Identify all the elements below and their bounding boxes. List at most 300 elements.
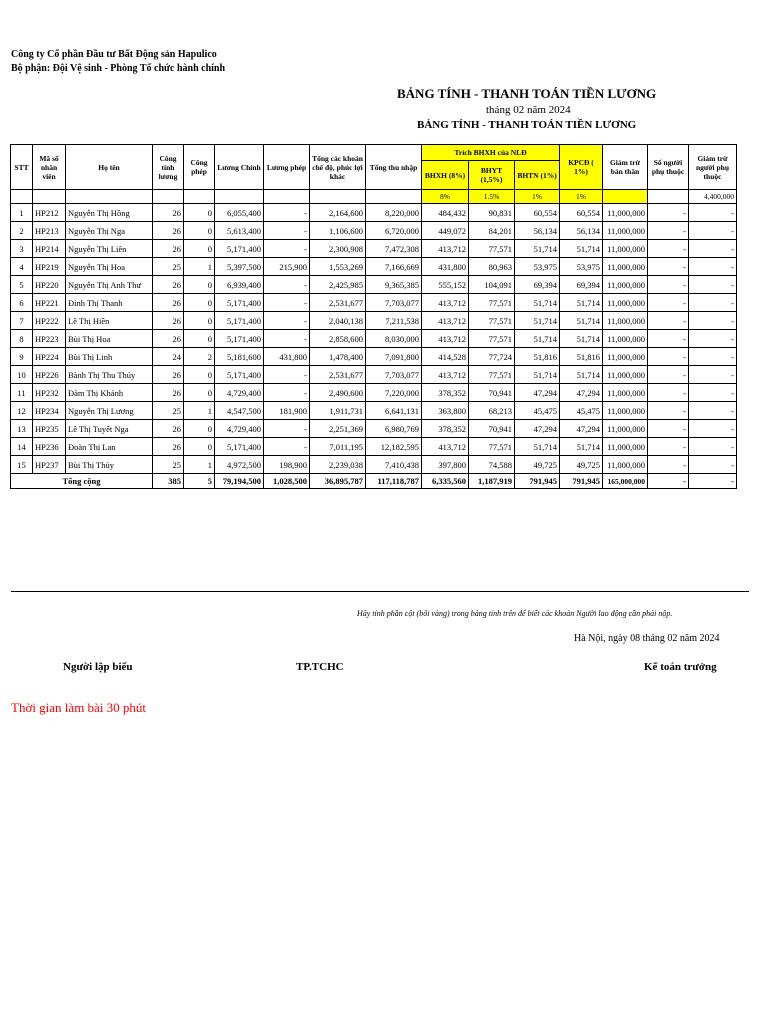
table-row xyxy=(11,258,737,276)
cell-workdays: 26 xyxy=(153,222,184,240)
cell-self-deduction: 11,000,000 xyxy=(603,330,648,348)
cell-total-income: 6,980,769 xyxy=(366,420,422,438)
cell-dependent-deduction: - xyxy=(689,438,737,456)
header-allowances: Tổng các khoản chế độ, phúc lợi khác xyxy=(310,145,366,190)
cell-stt: 4 xyxy=(11,258,33,276)
payroll-table xyxy=(10,144,737,489)
header-workdays: Công tính lương xyxy=(153,145,184,190)
table-row xyxy=(11,276,737,294)
cell-main-salary: 6,055,400 xyxy=(215,204,264,222)
cell-dependent-deduction: - xyxy=(689,402,737,420)
cell-dependent-deduction: - xyxy=(689,348,737,366)
rate-bhxh: 8% xyxy=(422,190,469,204)
cell-name: Bùi Thị Hoa xyxy=(66,330,153,348)
cell-leave-days: 0 xyxy=(184,294,215,312)
cell-dependents: - xyxy=(648,312,689,330)
cell-bhxh: 413,712 xyxy=(422,366,469,384)
cell-dependents: - xyxy=(648,366,689,384)
cell-kpcd: 51,714 xyxy=(560,330,603,348)
cell-kpcd: 51,714 xyxy=(560,366,603,384)
cell-dependent-deduction: - xyxy=(689,456,737,474)
cell-leave-salary: - xyxy=(264,366,310,384)
cell-dependent-deduction: - xyxy=(689,384,737,402)
total-workdays: 385 xyxy=(153,474,184,489)
cell-dependent-deduction: - xyxy=(689,312,737,330)
cell-allowances: 2,239,038 xyxy=(310,456,366,474)
cell-name: Bùi Thị Linh xyxy=(66,348,153,366)
cell-bhyt: 70,941 xyxy=(469,420,515,438)
cell-allowances: 2,300,908 xyxy=(310,240,366,258)
cell-kpcd: 51,714 xyxy=(560,240,603,258)
cell-total-income: 7,472,308 xyxy=(366,240,422,258)
cell-kpcd: 51,714 xyxy=(560,294,603,312)
cell-workdays: 26 xyxy=(153,384,184,402)
header-kpcd: KPCĐ ( 1%) xyxy=(560,145,603,190)
cell-allowances: 1,106,600 xyxy=(310,222,366,240)
cell-stt: 9 xyxy=(11,348,33,366)
cell-kpcd: 60,554 xyxy=(560,204,603,222)
cell-code: HP235 xyxy=(33,420,66,438)
cell-allowances: 2,531,677 xyxy=(310,294,366,312)
cell-bhtn: 47,294 xyxy=(515,384,560,402)
cell-name: Nguyễn Thị Anh Thư xyxy=(66,276,153,294)
cell-self-deduction: 11,000,000 xyxy=(603,438,648,456)
cell-workdays: 25 xyxy=(153,402,184,420)
header-self-deduction: Giảm trừ bản thân xyxy=(603,145,648,190)
cell-bhyt: 77,724 xyxy=(469,348,515,366)
cell-code: HP224 xyxy=(33,348,66,366)
signer-hr-head: TP.TCHC xyxy=(296,661,344,673)
cell-allowances: 2,531,677 xyxy=(310,366,366,384)
header-leave-salary: Lương phép xyxy=(264,145,310,190)
cell-self-deduction: 11,000,000 xyxy=(603,258,648,276)
total-leave-days: 5 xyxy=(184,474,215,489)
cell-stt: 12 xyxy=(11,402,33,420)
cell-total-income: 7,166,669 xyxy=(366,258,422,276)
cell-code: HP214 xyxy=(33,240,66,258)
cell-code: HP222 xyxy=(33,312,66,330)
cell-dependents: - xyxy=(648,276,689,294)
cell-self-deduction: 11,000,000 xyxy=(603,402,648,420)
cell-workdays: 25 xyxy=(153,456,184,474)
cell-main-salary: 6,939,400 xyxy=(215,276,264,294)
cell-main-salary: 5,171,400 xyxy=(215,330,264,348)
table-row xyxy=(11,366,737,384)
cell-main-salary: 5,171,400 xyxy=(215,438,264,456)
cell-name: Bùi Thị Thủy xyxy=(66,456,153,474)
cell-bhtn: 56,134 xyxy=(515,222,560,240)
total-bhtn: 791,945 xyxy=(515,474,560,489)
signer-preparer: Người lập biểu xyxy=(63,661,133,673)
cell-main-salary: 5,171,400 xyxy=(215,312,264,330)
cell-total-income: 7,091,800 xyxy=(366,348,422,366)
table-row xyxy=(11,240,737,258)
cell-name: Bành Thị Thu Thủy xyxy=(66,366,153,384)
total-income: 117,118,787 xyxy=(366,474,422,489)
cell-leave-days: 0 xyxy=(184,240,215,258)
cell-stt: 3 xyxy=(11,240,33,258)
cell-bhxh: 413,712 xyxy=(422,312,469,330)
cell-kpcd: 51,714 xyxy=(560,438,603,456)
cell-total-income: 12,182,595 xyxy=(366,438,422,456)
cell-workdays: 26 xyxy=(153,294,184,312)
cell-main-salary: 4,729,400 xyxy=(215,384,264,402)
cell-bhxh: 397,800 xyxy=(422,456,469,474)
header-total-income: Tổng thu nhập xyxy=(366,145,422,190)
cell-main-salary: 5,397,500 xyxy=(215,258,264,276)
cell-allowances: 2,251,369 xyxy=(310,420,366,438)
table-row xyxy=(11,402,737,420)
table-row xyxy=(11,312,737,330)
cell-dependents: - xyxy=(648,204,689,222)
table-row xyxy=(11,384,737,402)
cell-bhtn: 51,714 xyxy=(515,312,560,330)
cell-dependents: - xyxy=(648,348,689,366)
cell-workdays: 26 xyxy=(153,366,184,384)
cell-leave-salary: 431,800 xyxy=(264,348,310,366)
cell-code: HP234 xyxy=(33,402,66,420)
cell-dependent-deduction: - xyxy=(689,240,737,258)
cell-leave-days: 0 xyxy=(184,330,215,348)
cell-bhtn: 53,975 xyxy=(515,258,560,276)
cell-bhyt: 80,963 xyxy=(469,258,515,276)
cell-bhyt: 90,831 xyxy=(469,204,515,222)
cell-leave-salary: - xyxy=(264,222,310,240)
cell-leave-salary: - xyxy=(264,294,310,312)
cell-kpcd: 53,975 xyxy=(560,258,603,276)
cell-name: Nguyễn Thị Hồng xyxy=(66,204,153,222)
rate-self-empty xyxy=(603,190,648,204)
cell-self-deduction: 11,000,000 xyxy=(603,312,648,330)
cell-total-income: 7,703,077 xyxy=(366,294,422,312)
cell-total-income: 6,641,131 xyxy=(366,402,422,420)
cell-bhtn: 69,394 xyxy=(515,276,560,294)
header-bhtn: BHTN (1%) xyxy=(515,161,560,190)
cell-stt: 15 xyxy=(11,456,33,474)
rate-dependent-deduction: 4,400,000 xyxy=(689,190,737,204)
cell-allowances: 2,040,138 xyxy=(310,312,366,330)
cell-bhyt: 74,588 xyxy=(469,456,515,474)
cell-self-deduction: 11,000,000 xyxy=(603,348,648,366)
cell-code: HP220 xyxy=(33,276,66,294)
cell-bhxh: 378,352 xyxy=(422,420,469,438)
cell-name: Nguyễn Thị Nga xyxy=(66,222,153,240)
cell-bhxh: 414,528 xyxy=(422,348,469,366)
cell-leave-salary: - xyxy=(264,420,310,438)
cell-name: Đàm Thị Khánh xyxy=(66,384,153,402)
cell-self-deduction: 11,000,000 xyxy=(603,384,648,402)
table-row xyxy=(11,420,737,438)
cell-total-income: 6,720,000 xyxy=(366,222,422,240)
signer-chief-accountant: Kế toán trưởng xyxy=(644,661,717,673)
department-name: Bộ phận: Đội Vệ sinh - Phòng Tổ chức hành chính xyxy=(11,63,226,74)
cell-leave-salary: 215,900 xyxy=(264,258,310,276)
rate-kpcd: 1% xyxy=(560,190,603,204)
cell-name: Nguyễn Thị Hoa xyxy=(66,258,153,276)
rate-bhyt: 1.5% xyxy=(469,190,515,204)
cell-bhxh: 413,712 xyxy=(422,438,469,456)
cell-code: HP221 xyxy=(33,294,66,312)
cell-total-income: 7,220,000 xyxy=(366,384,422,402)
cell-allowances: 1,553,269 xyxy=(310,258,366,276)
cell-allowances: 2,425,985 xyxy=(310,276,366,294)
cell-name: Lê Thị Hiền xyxy=(66,312,153,330)
total-row xyxy=(11,474,737,489)
cell-leave-days: 1 xyxy=(184,456,215,474)
cell-self-deduction: 11,000,000 xyxy=(603,420,648,438)
cell-total-income: 9,365,385 xyxy=(366,276,422,294)
cell-bhxh: 413,712 xyxy=(422,330,469,348)
cell-leave-salary: 198,900 xyxy=(264,456,310,474)
cell-self-deduction: 11,000,000 xyxy=(603,366,648,384)
cell-main-salary: 5,181,600 xyxy=(215,348,264,366)
instruction-note: Hãy tính phần cột (bôi vàng) trong bảng tính trên để biết các khoản Người lao động cần phải nộp. xyxy=(357,609,673,618)
cell-dependent-deduction: - xyxy=(689,204,737,222)
cell-bhyt: 70,941 xyxy=(469,384,515,402)
cell-bhxh: 413,712 xyxy=(422,294,469,312)
cell-stt: 5 xyxy=(11,276,33,294)
table-row xyxy=(11,222,737,240)
cell-bhtn: 51,714 xyxy=(515,366,560,384)
total-label: Tổng cộng xyxy=(11,474,153,489)
cell-leave-days: 2 xyxy=(184,348,215,366)
cell-leave-days: 1 xyxy=(184,258,215,276)
cell-bhxh: 413,712 xyxy=(422,240,469,258)
cell-self-deduction: 11,000,000 xyxy=(603,276,648,294)
cell-kpcd: 47,294 xyxy=(560,384,603,402)
table-row xyxy=(11,438,737,456)
cell-leave-salary: - xyxy=(264,276,310,294)
cell-kpcd: 51,816 xyxy=(560,348,603,366)
header-code: Mã số nhân viên xyxy=(33,145,66,190)
cell-leave-days: 0 xyxy=(184,222,215,240)
cell-dependents: - xyxy=(648,294,689,312)
cell-bhtn: 51,714 xyxy=(515,330,560,348)
cell-main-salary: 5,171,400 xyxy=(215,240,264,258)
cell-workdays: 25 xyxy=(153,258,184,276)
header-bhxh: BHXH (8%) xyxy=(422,161,469,190)
cell-total-income: 8,220,000 xyxy=(366,204,422,222)
cell-stt: 10 xyxy=(11,366,33,384)
cell-main-salary: 5,171,400 xyxy=(215,294,264,312)
table-row xyxy=(11,294,737,312)
signing-date: Hà Nội, ngày 08 tháng 02 năm 2024 xyxy=(574,633,720,644)
cell-self-deduction: 11,000,000 xyxy=(603,222,648,240)
cell-leave-days: 0 xyxy=(184,366,215,384)
cell-code: HP219 xyxy=(33,258,66,276)
cell-leave-days: 0 xyxy=(184,438,215,456)
cell-leave-salary: - xyxy=(264,240,310,258)
cell-bhtn: 60,554 xyxy=(515,204,560,222)
cell-leave-days: 0 xyxy=(184,384,215,402)
cell-workdays: 26 xyxy=(153,420,184,438)
cell-dependents: - xyxy=(648,330,689,348)
table-row xyxy=(11,204,737,222)
cell-allowances: 2,490,600 xyxy=(310,384,366,402)
cell-leave-days: 0 xyxy=(184,276,215,294)
cell-self-deduction: 11,000,000 xyxy=(603,456,648,474)
time-limit-note: Thời gian làm bài 30 phút xyxy=(11,700,147,715)
cell-total-income: 7,703,077 xyxy=(366,366,422,384)
cell-bhxh: 431,800 xyxy=(422,258,469,276)
cell-allowances: 1,911,731 xyxy=(310,402,366,420)
cell-allowances: 7,011,195 xyxy=(310,438,366,456)
cell-main-salary: 4,547,500 xyxy=(215,402,264,420)
cell-dependents: - xyxy=(648,420,689,438)
cell-bhtn: 49,725 xyxy=(515,456,560,474)
rate-row xyxy=(11,190,737,204)
cell-leave-days: 0 xyxy=(184,204,215,222)
cell-bhyt: 104,091 xyxy=(469,276,515,294)
cell-dependents: - xyxy=(648,258,689,276)
cell-workdays: 24 xyxy=(153,348,184,366)
cell-stt: 6 xyxy=(11,294,33,312)
cell-leave-salary: 181,900 xyxy=(264,402,310,420)
table-row xyxy=(11,348,737,366)
total-kpcd: 791,945 xyxy=(560,474,603,489)
table-row xyxy=(11,456,737,474)
rate-bhtn: 1% xyxy=(515,190,560,204)
cell-kpcd: 45,475 xyxy=(560,402,603,420)
cell-workdays: 26 xyxy=(153,276,184,294)
cell-stt: 14 xyxy=(11,438,33,456)
cell-bhyt: 77,571 xyxy=(469,366,515,384)
total-leave-salary: 1,028,500 xyxy=(264,474,310,489)
cell-code: HP212 xyxy=(33,204,66,222)
cell-self-deduction: 11,000,000 xyxy=(603,204,648,222)
cell-bhyt: 77,571 xyxy=(469,312,515,330)
cell-workdays: 26 xyxy=(153,204,184,222)
total-main-salary: 79,194,500 xyxy=(215,474,264,489)
header-dependent-deduction: Giảm trừ người phụ thuộc xyxy=(689,145,737,190)
cell-stt: 2 xyxy=(11,222,33,240)
cell-code: HP223 xyxy=(33,330,66,348)
document-title: BẢNG TÍNH - THANH TOÁN TIỀN LƯƠNG xyxy=(397,86,657,101)
header-name: Họ tên xyxy=(66,145,153,190)
cell-name: Nguyễn Thị Lương xyxy=(66,402,153,420)
cell-kpcd: 69,394 xyxy=(560,276,603,294)
cell-kpcd: 51,714 xyxy=(560,312,603,330)
cell-leave-salary: - xyxy=(264,204,310,222)
total-dependent-deduction: - xyxy=(689,474,737,489)
cell-main-salary: 4,972,500 xyxy=(215,456,264,474)
cell-dependent-deduction: - xyxy=(689,276,737,294)
cell-stt: 7 xyxy=(11,312,33,330)
cell-leave-days: 0 xyxy=(184,312,215,330)
cell-name: Đoàn Thị Lan xyxy=(66,438,153,456)
cell-code: HP236 xyxy=(33,438,66,456)
header-bhyt: BHYT (1,5%) xyxy=(469,161,515,190)
cell-main-salary: 5,171,400 xyxy=(215,366,264,384)
cell-allowances: 2,164,600 xyxy=(310,204,366,222)
cell-dependent-deduction: - xyxy=(689,420,737,438)
header-leave-days: Công phép xyxy=(184,145,215,190)
cell-leave-salary: - xyxy=(264,312,310,330)
cell-dependents: - xyxy=(648,456,689,474)
cell-stt: 11 xyxy=(11,384,33,402)
cell-leave-salary: - xyxy=(264,438,310,456)
cell-leave-days: 0 xyxy=(184,420,215,438)
cell-dependents: - xyxy=(648,438,689,456)
cell-code: HP237 xyxy=(33,456,66,474)
cell-kpcd: 47,294 xyxy=(560,420,603,438)
cell-bhyt: 84,201 xyxy=(469,222,515,240)
cell-dependents: - xyxy=(648,384,689,402)
cell-code: HP226 xyxy=(33,366,66,384)
cell-stt: 13 xyxy=(11,420,33,438)
cell-dependents: - xyxy=(648,240,689,258)
divider-line xyxy=(11,591,749,592)
total-allowances: 36,895,787 xyxy=(310,474,366,489)
company-name: Công ty Cổ phần Đầu tư Bất Động sản Hapulico xyxy=(11,49,217,60)
header-main-salary: Lương Chính xyxy=(215,145,264,190)
cell-bhyt: 77,571 xyxy=(469,294,515,312)
cell-bhxh: 484,432 xyxy=(422,204,469,222)
period-label: tháng 02 năm 2024 xyxy=(486,104,571,116)
total-self-deduction: 165,000,000 xyxy=(603,474,648,489)
cell-bhxh: 449,072 xyxy=(422,222,469,240)
cell-dependent-deduction: - xyxy=(689,366,737,384)
cell-self-deduction: 11,000,000 xyxy=(603,240,648,258)
cell-total-income: 7,211,538 xyxy=(366,312,422,330)
cell-dependent-deduction: - xyxy=(689,294,737,312)
cell-bhtn: 51,714 xyxy=(515,294,560,312)
cell-code: HP232 xyxy=(33,384,66,402)
cell-dependent-deduction: - xyxy=(689,330,737,348)
cell-bhtn: 47,294 xyxy=(515,420,560,438)
cell-code: HP213 xyxy=(33,222,66,240)
cell-main-salary: 5,613,400 xyxy=(215,222,264,240)
cell-bhyt: 77,571 xyxy=(469,438,515,456)
cell-leave-salary: - xyxy=(264,384,310,402)
total-bhxh: 6,335,560 xyxy=(422,474,469,489)
cell-bhyt: 77,571 xyxy=(469,330,515,348)
cell-workdays: 26 xyxy=(153,438,184,456)
cell-workdays: 26 xyxy=(153,240,184,258)
cell-dependent-deduction: - xyxy=(689,222,737,240)
cell-total-income: 7,410,438 xyxy=(366,456,422,474)
cell-kpcd: 56,134 xyxy=(560,222,603,240)
cell-bhxh: 378,352 xyxy=(422,384,469,402)
cell-dependents: - xyxy=(648,222,689,240)
cell-allowances: 2,858,600 xyxy=(310,330,366,348)
cell-stt: 1 xyxy=(11,204,33,222)
cell-total-income: 8,030,000 xyxy=(366,330,422,348)
cell-bhyt: 77,571 xyxy=(469,240,515,258)
cell-workdays: 26 xyxy=(153,330,184,348)
cell-kpcd: 49,725 xyxy=(560,456,603,474)
cell-dependents: - xyxy=(648,402,689,420)
cell-leave-days: 1 xyxy=(184,402,215,420)
total-dependents: - xyxy=(648,474,689,489)
cell-bhxh: 363,800 xyxy=(422,402,469,420)
cell-bhtn: 45,475 xyxy=(515,402,560,420)
cell-name: Đinh Thị Thanh xyxy=(66,294,153,312)
document-subtitle: BẢNG TÍNH - THANH TOÁN TIỀN LƯƠNG xyxy=(417,119,637,131)
cell-dependent-deduction: - xyxy=(689,258,737,276)
header-dependents: Số người phụ thuộc xyxy=(648,145,689,190)
cell-bhtn: 51,714 xyxy=(515,240,560,258)
cell-main-salary: 4,729,400 xyxy=(215,420,264,438)
header-deduction-group: Trích BHXH của NLĐ xyxy=(422,145,560,161)
cell-leave-salary: - xyxy=(264,330,310,348)
total-bhyt: 1,187,919 xyxy=(469,474,515,489)
cell-bhtn: 51,714 xyxy=(515,438,560,456)
cell-allowances: 1,478,400 xyxy=(310,348,366,366)
cell-workdays: 26 xyxy=(153,312,184,330)
cell-name: Nguyễn Thị Liên xyxy=(66,240,153,258)
cell-bhxh: 555,152 xyxy=(422,276,469,294)
